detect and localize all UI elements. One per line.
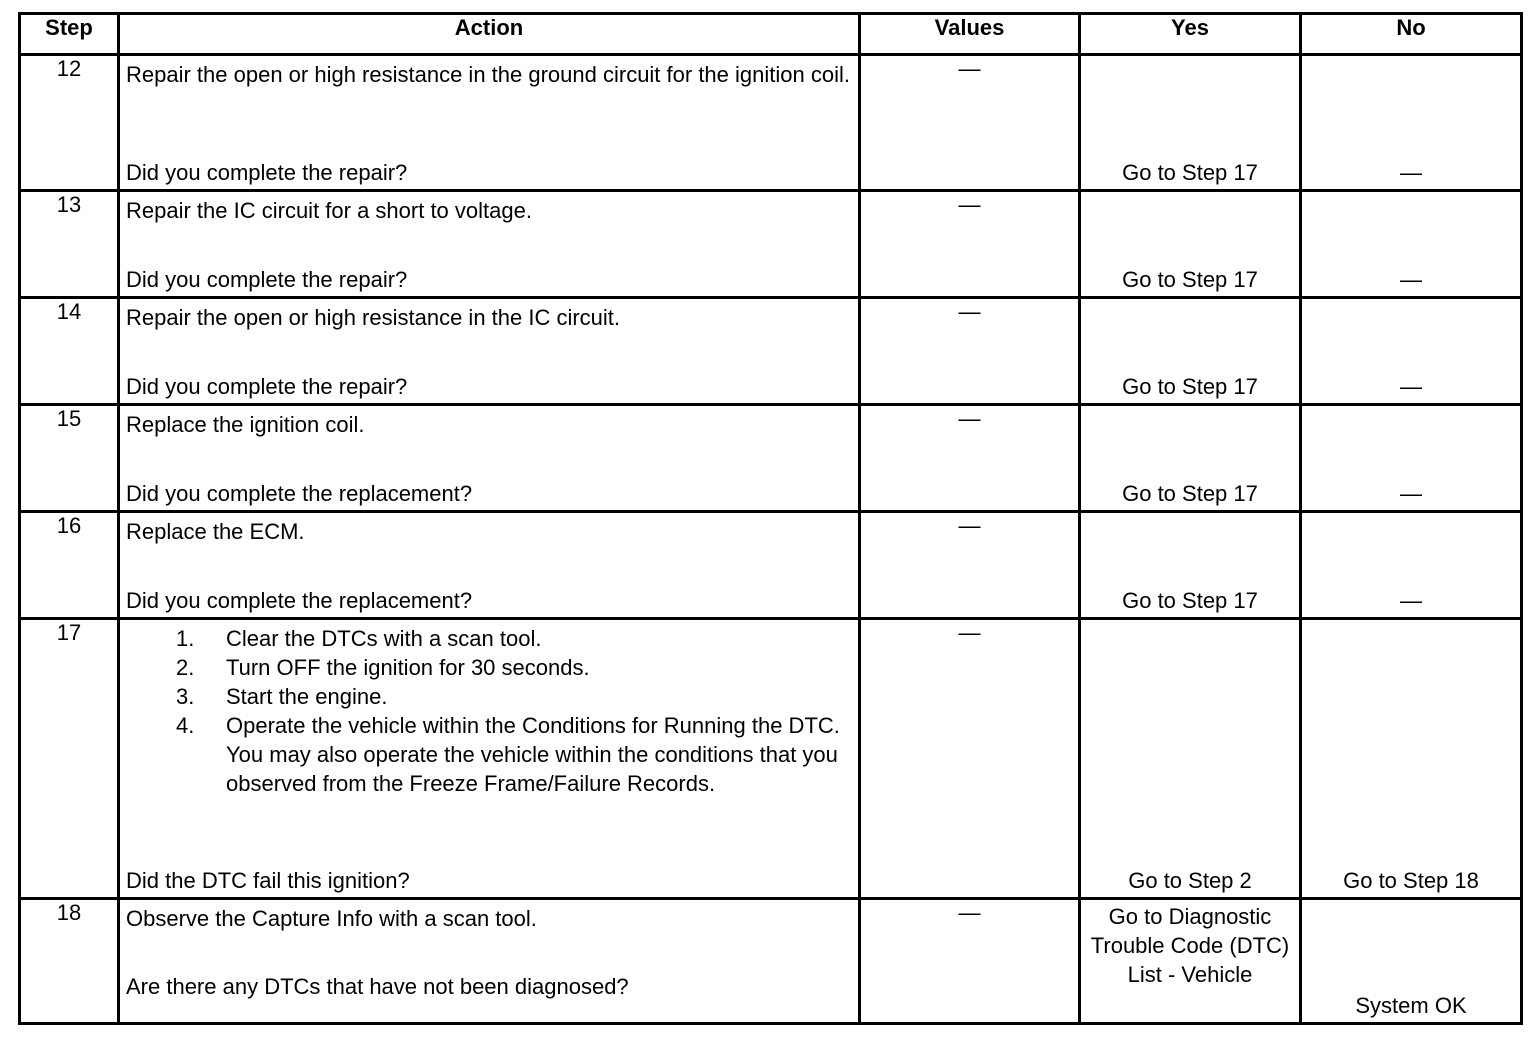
yes-cell [1080, 899, 1301, 1024]
action-cell [119, 899, 860, 1024]
action-text: Replace the ignition coil. [126, 412, 365, 437]
substep-text: Operate the vehicle within the Conditions for Running the DTC. You may also operate the vehicle within the conditions that you observed from the Freeze Frame/Failure Records. [226, 713, 840, 796]
action-cell [119, 191, 860, 298]
substep-number: 1. [176, 626, 195, 651]
list-item [176, 682, 852, 711]
yes-text: Go to Step 17 [1122, 160, 1258, 185]
yes-text: Go to Step 2 [1128, 868, 1252, 893]
table-row [20, 298, 1522, 405]
substep-list [126, 624, 852, 798]
header-step: Step [20, 14, 119, 55]
action-text: Repair the open or high resistance in the ground circuit for the ignition coil. [126, 62, 850, 87]
action-question: Did you complete the repair? [126, 160, 408, 185]
step-number: 15 [20, 405, 119, 512]
no-cell [1301, 405, 1522, 512]
table-row [20, 405, 1522, 512]
list-item [176, 624, 852, 653]
substep-text: Clear the DTCs with a scan tool. [226, 626, 542, 651]
action-cell [119, 298, 860, 405]
step-number: 17 [20, 619, 119, 899]
header-row [20, 14, 1522, 55]
no-text: System OK [1355, 993, 1467, 1018]
step-number: 12 [20, 55, 119, 191]
no-cell [1301, 191, 1522, 298]
no-cell [1301, 512, 1522, 619]
no-text: — [1400, 374, 1422, 399]
list-item [176, 711, 852, 798]
table-row [20, 55, 1522, 191]
table-row [20, 191, 1522, 298]
yes-cell [1080, 512, 1301, 619]
substep-number: 4. [176, 713, 195, 738]
yes-cell [1080, 298, 1301, 405]
values-cell: — [860, 191, 1080, 298]
yes-text: Go to Diagnostic Trouble Code (DTC) List - Vehicle [1090, 904, 1290, 987]
substep-number: 3. [176, 684, 195, 709]
no-cell [1301, 298, 1522, 405]
yes-cell [1080, 55, 1301, 191]
step-number: 13 [20, 191, 119, 298]
header-no: No [1301, 14, 1522, 55]
action-question: Did you complete the replacement? [126, 588, 473, 613]
action-cell [119, 619, 860, 899]
substep-number: 2. [176, 655, 195, 680]
yes-cell [1080, 405, 1301, 512]
values-cell: — [860, 619, 1080, 899]
values-cell: — [860, 899, 1080, 1024]
no-cell [1301, 899, 1522, 1024]
action-text: Replace the ECM. [126, 519, 305, 544]
no-text: — [1400, 588, 1422, 613]
step-number: 18 [20, 899, 119, 1024]
no-text: — [1400, 267, 1422, 292]
header-action: Action [119, 14, 860, 55]
values-cell: — [860, 298, 1080, 405]
substep-text: Turn OFF the ignition for 30 seconds. [226, 655, 590, 680]
action-text: Repair the open or high resistance in the IC circuit. [126, 305, 621, 330]
no-text: — [1400, 160, 1422, 185]
list-item [176, 653, 852, 682]
yes-cell [1080, 619, 1301, 899]
substep-text: Start the engine. [226, 684, 388, 709]
table-row [20, 512, 1522, 619]
action-text: Repair the IC circuit for a short to voltage. [126, 198, 532, 223]
diagnostic-table [18, 12, 1523, 1025]
action-question: Are there any DTCs that have not been diagnosed? [126, 974, 629, 999]
action-cell [119, 512, 860, 619]
table-row [20, 619, 1522, 899]
action-cell [119, 55, 860, 191]
action-text: Observe the Capture Info with a scan tool. [126, 906, 537, 931]
no-cell [1301, 55, 1522, 191]
action-question: Did you complete the replacement? [126, 481, 473, 506]
action-cell [119, 405, 860, 512]
yes-text: Go to Step 17 [1122, 267, 1258, 292]
no-cell [1301, 619, 1522, 899]
step-number: 14 [20, 298, 119, 405]
action-question: Did the DTC fail this ignition? [126, 868, 410, 893]
no-text: Go to Step 18 [1343, 868, 1479, 893]
no-text: — [1400, 481, 1422, 506]
yes-text: Go to Step 17 [1122, 588, 1258, 613]
action-question: Did you complete the repair? [126, 374, 408, 399]
header-values: Values [860, 14, 1080, 55]
header-yes: Yes [1080, 14, 1301, 55]
step-number: 16 [20, 512, 119, 619]
yes-text: Go to Step 17 [1122, 374, 1258, 399]
values-cell: — [860, 55, 1080, 191]
action-question: Did you complete the repair? [126, 267, 408, 292]
values-cell: — [860, 512, 1080, 619]
table-row [20, 899, 1522, 1024]
yes-cell [1080, 191, 1301, 298]
yes-text: Go to Step 17 [1122, 481, 1258, 506]
values-cell: — [860, 405, 1080, 512]
